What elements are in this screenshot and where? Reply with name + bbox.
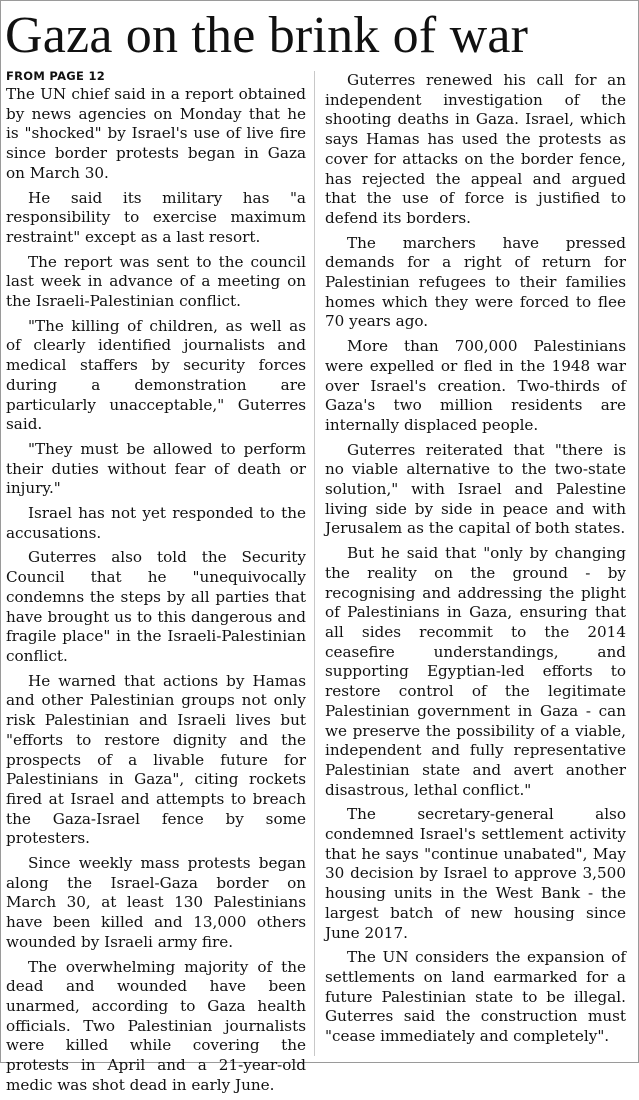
paragraph: He warned that actions by Hamas and other Palestinian groups not only risk Palestinian and Israeli lives but "efforts to restore dignity and the prospects of a livable future for Palestinians in Gaza", citing rockets fired at Israel and attempts to breach the Gaza-Israel fence by some protesters. [6,671,306,848]
paragraph: But he said that "only by changing the reality on the ground - by recognising and addressing the plight of Palestinians in Gaza, ensuring that all sides recommit to the 2014 ceasefire understandings, and supporting Egyptian-led efforts to restore control of the legitimate Palestinian government in Gaza - can we preserve the possibility of a viable, independent and fully representative Palestinian state and avert another disastrous, lethal conflict." [325,544,626,799]
paragraph: The secretary-general also condemned Israel's settlement activity that he says "continue unabated", May 30 decision by Israel to approve 3,500 housing units in the West Bank - the largest batch of new housing since June 2017. [325,805,626,942]
paragraph: The marchers have pressed demands for a right of return for Palestinian refugees to their families homes which they were forced to flee 70 years ago. [325,233,626,331]
paragraph: The report was sent to the council last week in advance of a meeting on the Israeli-Palestinian conflict. [6,252,306,311]
paragraph: "They must be allowed to perform their duties without fear of death or injury." [6,439,306,498]
headline: Gaza on the brink of war [5,7,529,64]
continued-from-label: FROM PAGE 12 [6,69,106,83]
paragraph: Guterres reiterated that "there is no viable alternative to the two-state solution," with Israel and Palestine living side by side in peace and with Jerusalem as the capital of both states. [325,440,626,538]
paragraph: The overwhelming majority of the dead and wounded have been unarmed, according to Gaza health officials. Two Palestinian journalists were killed while covering the protests in April and a 21-year-old medic was shot dead in early June. [6,957,306,1094]
paragraph: Guterres renewed his call for an independent investigation of the shooting deaths in Gaza. Israel, which says Hamas has used the protests as cover for attacks on the border fence, has rejected the appeal and argued that the use of force is justified to defend its borders. [325,71,626,227]
column-divider [314,71,315,1056]
right-column [325,71,626,1052]
paragraph: "The killing of children, as well as of clearly identified journalists and medical staffers by security forces during a demonstration are particularly unacceptable," Guterres said. [6,316,306,434]
paragraph: Since weekly mass protests began along the Israel-Gaza border on March 30, at least 130 Palestinians have been killed and 13,000 others wounded by Israeli army fire. [6,854,306,951]
paragraph: The UN chief said in a report obtained by news agencies on Monday that he is "shocked" by Israel's use of live fire since border protests began in Gaza on March 30. [6,85,306,182]
paragraph: Israel has not yet responded to the accusations. [6,504,306,542]
left-column [6,69,306,1100]
paragraph: He said its military has "a responsibility to exercise maximum restraint" except as a last resort. [6,188,306,246]
paragraph: Guterres also told the Security Council that he "unequivocally condemns the steps by all parties that have brought us to this dangerous and fragile place" in the Israeli-Palestinian conflict. [6,548,306,665]
paragraph: More than 700,000 Palestinians were expelled or fled in the 1948 war over Israel's creation. Two-thirds of Gaza's two million residents are internally displaced people. [325,337,626,434]
paragraph: The UN considers the expansion of settlements on land earmarked for a future Palestinian state to be illegal. Guterres said the construction must "cease immediately and completely". [325,948,626,1046]
